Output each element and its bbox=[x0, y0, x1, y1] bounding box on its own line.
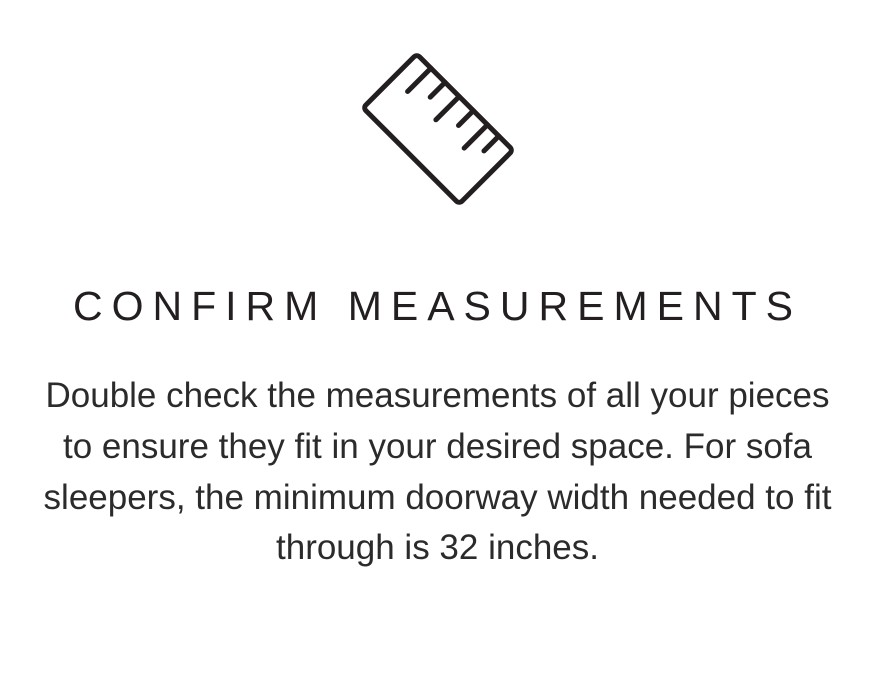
tip-description: Double check the measurements of all your pieces to ensure they fit in your desired space. For sofa sleepers, the minimum doorway width needed to fit through is 32 inches. bbox=[43, 376, 832, 568]
ruler-icon bbox=[318, 34, 558, 224]
page-title: CONFIRM MEASUREMENTS bbox=[73, 283, 802, 329]
